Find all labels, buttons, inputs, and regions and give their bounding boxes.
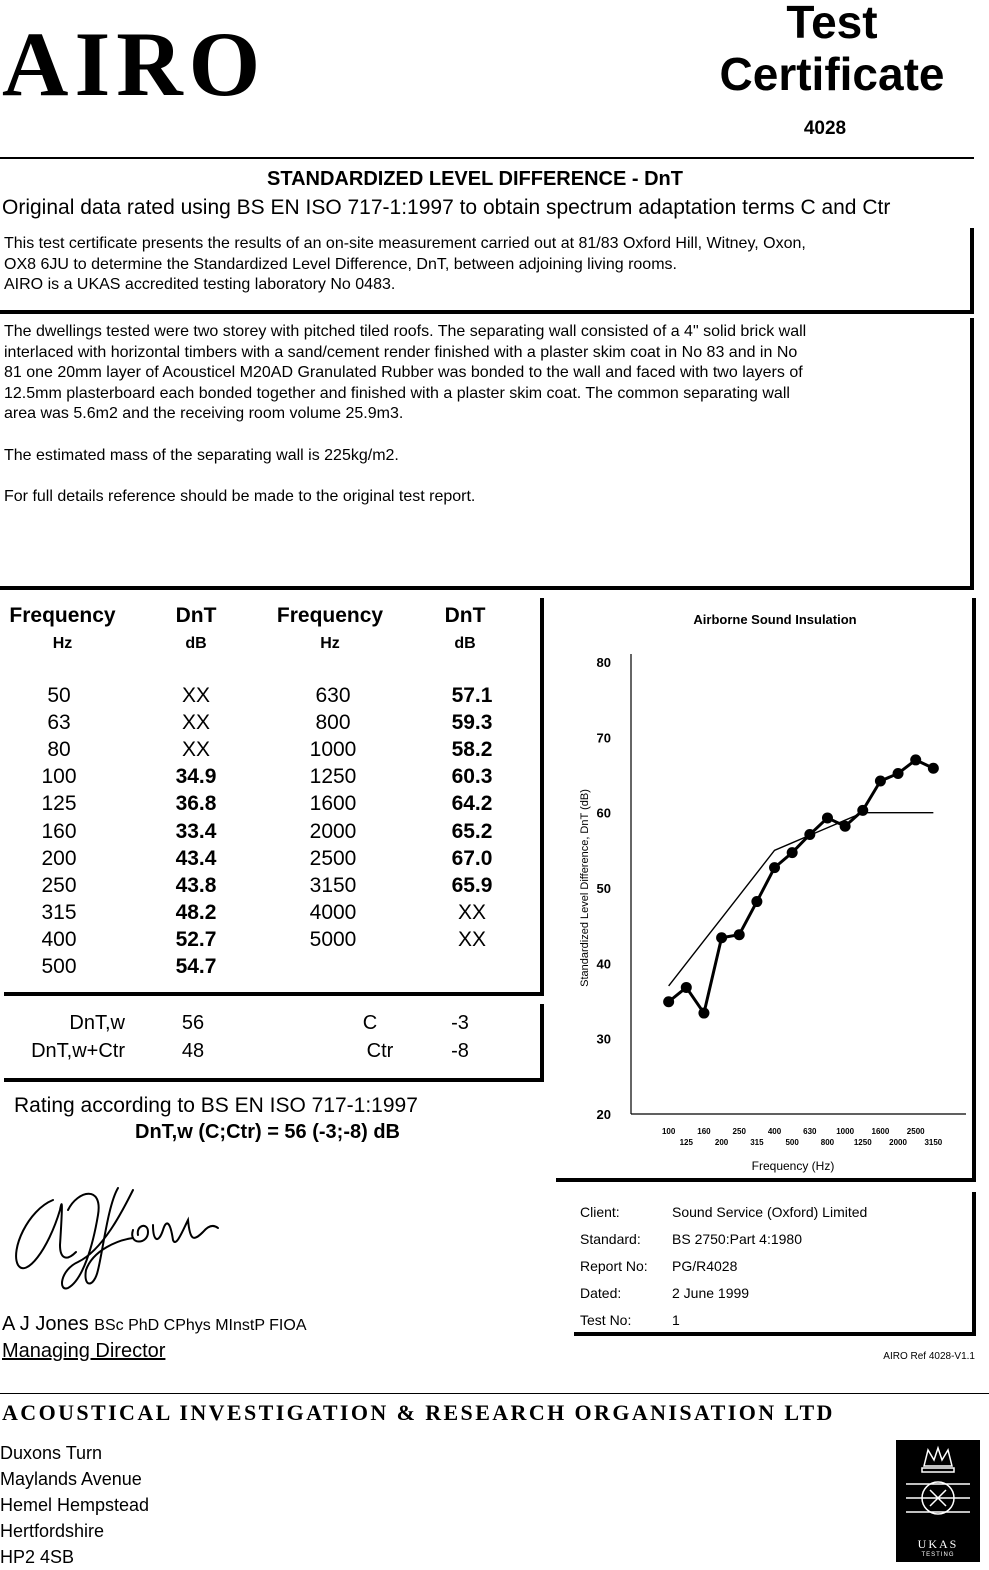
chart-title: Airborne Sound Insulation <box>693 612 857 627</box>
certificate-heading <box>690 0 974 100</box>
header-divider <box>0 157 974 159</box>
col-hz-unit: Hz <box>52 635 73 652</box>
intro-line: This test certificate presents the results of an on-site measurement carried out at 81/83 Oxford Hill, Witney, Oxon, <box>4 235 806 252</box>
signatory-name-text: A J Jones <box>2 1313 89 1335</box>
reference-curve-line <box>669 813 934 986</box>
page-title: STANDARDIZED LEVEL DIFFERENCE - DnT <box>267 168 683 190</box>
frequency-cell: 250 <box>41 873 77 897</box>
measured-point <box>893 768 904 779</box>
frequency-cell: 1250 <box>309 765 357 789</box>
table-row <box>0 682 552 709</box>
ukas-logo <box>896 1440 980 1562</box>
measured-point <box>681 982 692 993</box>
x-tick-label: 315 <box>750 1138 764 1147</box>
x-tick-label: 200 <box>714 1138 729 1147</box>
y-tick-label: 20 <box>596 1107 611 1122</box>
client-info-label: Report No: <box>580 1257 648 1274</box>
certificate-line1: Test <box>786 0 878 48</box>
dnt-cell: 60.3 <box>451 765 493 789</box>
intro-line: OX8 6JU to determine the Standardized Level Difference, DnT, between adjoining living rooms. <box>4 255 677 273</box>
measured-point <box>875 776 886 787</box>
reference-code: AIRO Ref 4028-V1.1 <box>883 1351 975 1362</box>
frequency-cell: 2500 <box>309 846 357 870</box>
address-line: Maylands Avenue <box>0 1469 142 1489</box>
x-tick-label: 630 <box>803 1127 817 1136</box>
c-value: -3 <box>451 1012 469 1034</box>
client-info-label: Dated: <box>580 1284 622 1301</box>
ukas-testing-text: TESTING <box>921 1552 955 1558</box>
y-axis-label: Standardized Level Difference, DnT (dB) <box>579 789 591 987</box>
x-tick-label: 1250 <box>853 1138 872 1147</box>
description-line: The dwellings tested were two storey with pitched tiled roofs. The separating wall consisted of a 4" solid brick wall <box>4 323 807 340</box>
dnt-cell: XX <box>457 901 486 925</box>
description-line: area was 5.6m2 and the receiving room volume 25.9m3. <box>4 405 404 422</box>
dntw-ctr-value: 48 <box>181 1040 205 1062</box>
x-tick-label: 125 <box>679 1138 693 1147</box>
frequency-cell: 50 <box>47 683 71 707</box>
airborne-sound-chart <box>556 598 972 1178</box>
mass-note: The estimated mass of the separating wall is 225kg/m2. <box>4 447 399 464</box>
description-line: 81 one 20mm layer of Acousticel M20AD Granulated Rubber was bonded to the wall and faced with two layers of <box>4 364 803 381</box>
measured-point <box>928 763 939 774</box>
table-row <box>0 736 552 763</box>
frequency-cell: 2000 <box>309 819 357 843</box>
x-tick-label: 100 <box>661 1127 676 1136</box>
x-tick-label: 3150 <box>924 1138 943 1147</box>
frequency-cell: 1600 <box>309 792 357 816</box>
client-info-table <box>580 1198 867 1333</box>
x-tick-label: 1000 <box>836 1127 855 1136</box>
x-tick-label: 800 <box>820 1138 835 1147</box>
frequency-cell: 1000 <box>309 737 357 761</box>
airo-logo: AIRO <box>2 13 267 115</box>
measured-point <box>769 862 780 873</box>
intro-text <box>4 234 806 296</box>
dnt-cell: 48.2 <box>175 901 217 925</box>
dnt-cell: 65.9 <box>451 873 493 897</box>
frequency-cell <box>274 954 392 981</box>
measured-point <box>751 896 762 907</box>
x-tick-label: 2000 <box>889 1138 907 1147</box>
col-hz-unit-2: Hz <box>320 635 340 652</box>
measured-point <box>698 1008 709 1019</box>
address-line: HP2 4SB <box>0 1547 75 1567</box>
dnt-cell: 59.3 <box>451 710 493 734</box>
address <box>0 1440 149 1570</box>
frequency-cell: 4000 <box>309 901 357 925</box>
x-tick-label: 500 <box>785 1138 799 1147</box>
x-tick-label: 160 <box>697 1127 711 1136</box>
dntw-ctr-label: DnT,w+Ctr <box>31 1040 125 1062</box>
client-info-row <box>580 1252 867 1279</box>
client-info-row <box>580 1225 867 1252</box>
client-info-value: 2 June 1999 <box>672 1284 750 1301</box>
dnt-cell: 43.4 <box>175 846 217 870</box>
table-row <box>0 791 552 818</box>
certificate-number: 4028 <box>803 118 847 139</box>
frequency-cell: 100 <box>41 765 77 789</box>
x-axis-label: Frequency (Hz) <box>751 1159 835 1173</box>
dnt-cell: XX <box>181 737 210 761</box>
y-tick-label: 60 <box>596 805 611 821</box>
frequency-cell: 500 <box>41 955 77 979</box>
dnt-cell: XX <box>181 683 210 707</box>
frequency-cell: 315 <box>41 901 77 925</box>
dnt-cell: XX <box>457 928 486 952</box>
dnt-cell: 65.2 <box>451 819 493 843</box>
dnt-cell: 36.8 <box>175 792 217 816</box>
y-tick-label: 80 <box>596 655 611 670</box>
organisation-name: ACOUSTICAL INVESTIGATION & RESEARCH ORGANISATION LTD <box>2 1400 835 1425</box>
col-dnt-header-2: DnT <box>444 604 486 627</box>
page-subtitle: Original data rated using BS EN ISO 717-1:1997 to obtain spectrum adaptation terms C and Ctr <box>2 196 891 219</box>
table-row <box>0 764 552 791</box>
x-tick-label: 1600 <box>871 1127 890 1136</box>
measured-dnt-line <box>669 760 934 1013</box>
details-note: For full details reference should be made to the original test report. <box>4 488 476 505</box>
measured-point <box>716 932 727 943</box>
client-info-value: BS 2750:Part 4:1980 <box>672 1230 802 1247</box>
ukas-text: UKAS <box>917 1537 959 1551</box>
frequency-cell: 400 <box>41 928 77 952</box>
dnt-cell: 52.7 <box>175 928 217 952</box>
table-row <box>0 954 552 981</box>
frequency-cell: 3150 <box>309 873 357 897</box>
y-tick-label: 40 <box>596 956 611 972</box>
frequency-cell: 800 <box>315 710 351 734</box>
dnt-cell <box>392 954 552 981</box>
c-label: C <box>362 1012 378 1034</box>
table-row <box>0 900 552 927</box>
ctr-label: Ctr <box>366 1040 394 1062</box>
rating-statement: Rating according to BS EN ISO 717-1:1997 <box>14 1094 418 1117</box>
rating-formula: DnT,w (C;Ctr) = 56 (-3;-8) dB <box>135 1121 400 1143</box>
y-tick-label: 30 <box>596 1031 611 1047</box>
measured-point <box>822 812 833 823</box>
signatory-name <box>2 1313 307 1336</box>
dnt-cell: 54.7 <box>175 955 217 979</box>
measured-point <box>734 929 745 940</box>
client-info-row <box>580 1306 867 1333</box>
dnt-cell: 43.8 <box>175 873 217 897</box>
description-text <box>4 322 806 425</box>
frequency-cell: 200 <box>41 846 77 870</box>
y-tick-label: 50 <box>596 881 611 896</box>
dntw-value: 56 <box>181 1012 205 1034</box>
crown-icon <box>896 1440 980 1540</box>
table-row <box>0 872 552 899</box>
col-frequency-header-2: Frequency <box>276 604 384 627</box>
dnt-cell: 67.0 <box>451 846 493 870</box>
client-info-row <box>580 1198 867 1225</box>
dnt-cell: 64.2 <box>451 792 493 816</box>
signatory-role: Managing Director <box>2 1340 166 1362</box>
frequency-cell: 125 <box>41 792 77 816</box>
footer-divider <box>0 1393 989 1394</box>
signatory-qualifications: BSc PhD CPhys MInstP FIOA <box>94 1317 307 1334</box>
y-tick-label: 70 <box>596 730 611 746</box>
description-line: interlaced with horizontal timbers with a sand/cement render finished with a plaster skim coat in No 83 and in No <box>4 343 798 361</box>
client-info-value: 1 <box>672 1311 680 1328</box>
table-row <box>0 818 552 845</box>
table-row <box>0 845 552 872</box>
frequency-cell: 630 <box>315 683 351 707</box>
dnt-cell: 34.9 <box>175 765 217 789</box>
col-db-unit: dB <box>185 635 207 652</box>
measured-point <box>910 754 921 765</box>
col-db-unit-2: dB <box>454 635 476 652</box>
signature <box>8 1170 228 1295</box>
dnt-cell: 33.4 <box>175 819 217 843</box>
frequency-cell: 160 <box>41 819 77 843</box>
intro-line: AIRO is a UKAS accredited testing laboratory No 0483. <box>4 276 396 293</box>
address-line: Hemel Hempstead <box>0 1495 150 1515</box>
client-info-label: Standard: <box>580 1230 641 1247</box>
frequency-cell: 63 <box>47 710 71 734</box>
x-tick-label: 250 <box>732 1127 746 1136</box>
col-frequency-header: Frequency <box>9 604 116 627</box>
ctr-value: -8 <box>451 1040 469 1062</box>
table-row <box>0 927 552 954</box>
dnt-cell: XX <box>181 710 210 734</box>
col-dnt-header: DnT <box>175 604 217 627</box>
dntw-label: DnT,w <box>69 1012 125 1034</box>
client-info-value: Sound Service (Oxford) Limited <box>672 1203 868 1220</box>
x-tick-label: 2500 <box>906 1127 925 1136</box>
dnt-cell: 57.1 <box>451 683 493 707</box>
certificate-line2: Certificate <box>719 48 945 100</box>
client-info-label: Client: <box>580 1203 620 1220</box>
client-info-label: Test No: <box>580 1311 632 1328</box>
table-row <box>0 709 552 736</box>
dnt-cell: 58.2 <box>451 737 493 761</box>
x-tick-label: 400 <box>767 1127 782 1136</box>
description-line: 12.5mm plasterboard each bonded together and finished with a plaster skim coat. The common separating wall <box>4 384 790 402</box>
client-info-row <box>580 1279 867 1306</box>
client-info-value: PG/R4028 <box>672 1257 738 1274</box>
frequency-table <box>0 682 552 981</box>
measured-point <box>663 996 674 1007</box>
address-line: Duxons Turn <box>0 1443 103 1463</box>
frequency-cell: 5000 <box>309 928 357 952</box>
frequency-cell: 80 <box>47 737 71 761</box>
address-line: Hertfordshire <box>0 1521 105 1541</box>
measured-point <box>787 847 798 858</box>
